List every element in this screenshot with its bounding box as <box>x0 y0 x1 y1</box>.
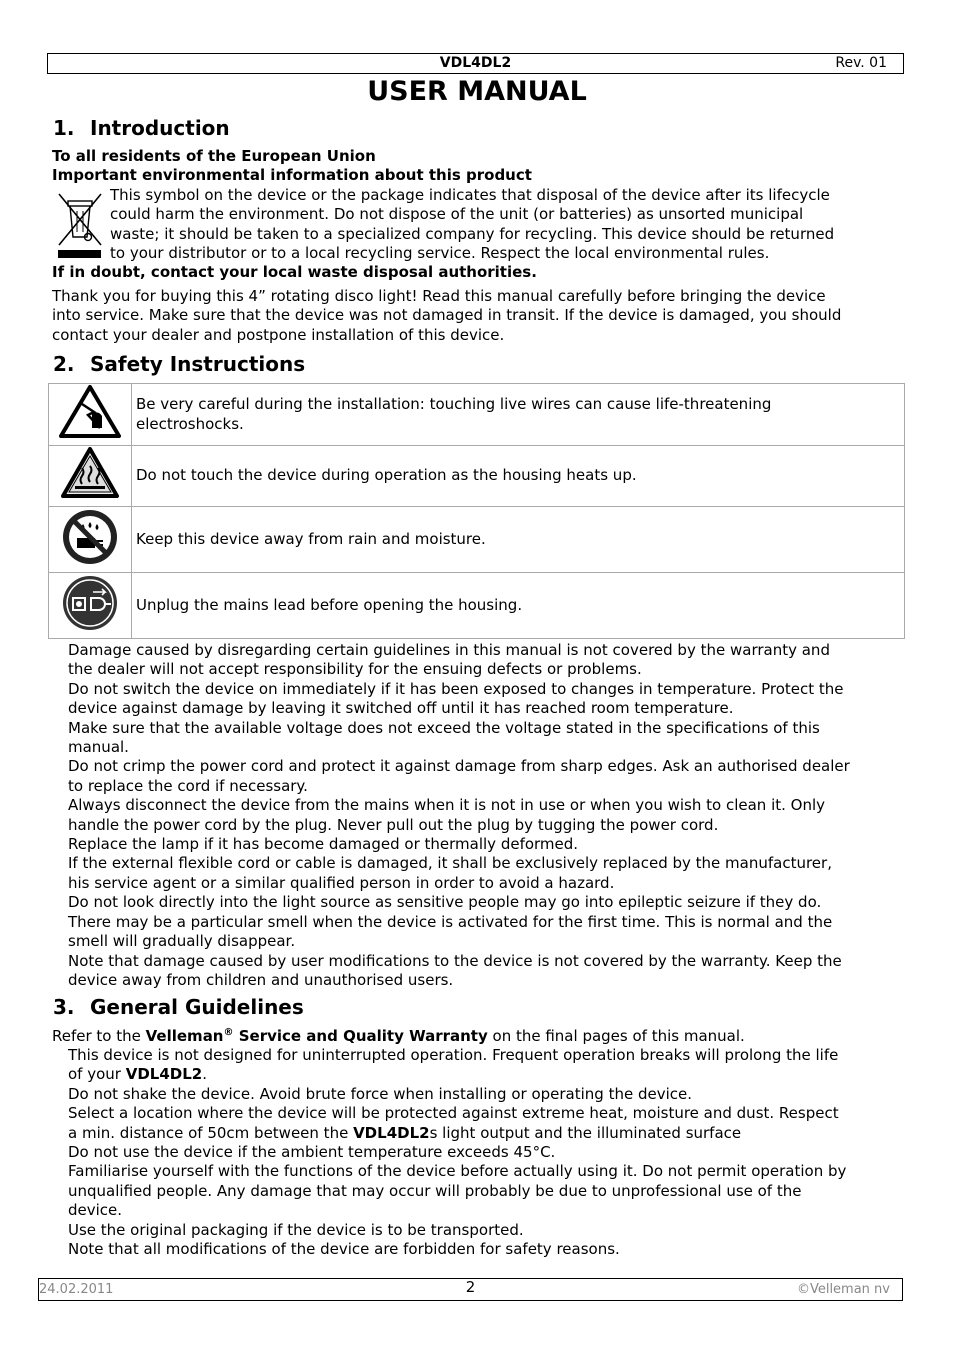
list-item: manual. <box>68 738 129 757</box>
weee-text: This symbol on the device or the package indicates that disposal of the device after its lifecycle could harm the environment. Do not dispose of the unit (or batteries) as unsorted municipal waste; it should be taken to a specialized company for recycling. This device should be returned to your distributor or to a local recycling service. Respect the local environmental rules. <box>110 186 835 263</box>
list-item: Use the original packaging if the device is to be transported. <box>68 1220 524 1239</box>
list-item: If the external flexible cord or cable is damaged, it shall be exclusively replaced by the manufacturer, <box>68 854 832 873</box>
safety-text: Unplug the mains lead before opening the housing. <box>136 595 523 614</box>
safety-guidelines-list <box>68 641 850 990</box>
hot-surface-warning-icon <box>60 446 120 500</box>
general-guidelines-list <box>68 1046 846 1259</box>
safety-table <box>48 383 905 639</box>
safety-text: Do not touch the device during operation as the housing heats up. <box>136 466 637 485</box>
list-item: Select a location where the device will be protected against extreme heat, moisture and dust. Respect <box>68 1104 839 1123</box>
list-item: Do not look directly into the light source as sensitive people may go into epileptic seizure if they do. <box>68 893 822 912</box>
contact-authorities-line: If in doubt, contact your local waste disposal authorities. <box>52 263 537 281</box>
list-item: Do not shake the device. Avoid brute force when installing or operating the device. <box>68 1084 692 1103</box>
list-item: a min. distance of 50cm between the VDL4DL2s light output and the illuminated surface <box>68 1123 742 1142</box>
warranty-reference: Refer to the Velleman® Service and Quality Warranty on the final pages of this manual. <box>52 1027 745 1045</box>
electric-shock-warning-icon <box>58 384 122 440</box>
crossed-bin-icon <box>57 191 103 263</box>
list-item: Do not use the device if the ambient temperature exceeds 45°C. <box>68 1143 556 1162</box>
no-moisture-icon <box>61 508 119 566</box>
section-1-heading: 1. Introduction <box>53 116 230 140</box>
list-item: There may be a particular smell when the device is activated for the first time. This is normal and the <box>68 912 833 931</box>
safety-row <box>49 446 905 506</box>
page-title: USER MANUAL <box>367 76 587 107</box>
list-item: smell will gradually disappear. <box>68 932 296 951</box>
safety-row <box>49 506 905 572</box>
eu-residents-line: To all residents of the European Union <box>52 147 376 165</box>
safety-row: Be very careful during the installation: touching live wires can cause life-threatening electroshocks. <box>49 384 905 446</box>
section-3-heading: 3. General Guidelines <box>53 995 304 1019</box>
list-item: Do not crimp the power cord and protect it against damage from sharp edges. Ask an authorised dealer <box>68 757 850 776</box>
list-item: the dealer will not accept responsibility for the ensuing defects or problems. <box>68 660 642 679</box>
header-revision: Rev. 01 <box>835 55 887 71</box>
list-item: Damage caused by disregarding certain guidelines in this manual is not covered by the warranty and <box>68 641 830 659</box>
section-2-heading: 2. Safety Instructions <box>53 352 306 376</box>
list-item: device against damage by leaving it switched off until it has reached room temperature. <box>68 699 734 718</box>
list-item: device away from children and unauthorised users. <box>68 970 454 989</box>
page-header <box>47 53 904 74</box>
list-item: his service agent or a similar qualified person in order to avoid a hazard. <box>68 873 615 892</box>
safety-row <box>49 572 905 638</box>
list-item: Replace the lamp if it has become damaged or thermally deformed. <box>68 835 579 854</box>
intro-paragraph: Thank you for buying this 4” rotating disco light! Read this manual carefully before bringing the device into service. Make sure that the device was not damaged in transit. If the device is damaged, you should contact your dealer and postpone installation of this device. <box>52 287 842 344</box>
list-item: Note that all modifications of the device are forbidden for safety reasons. <box>68 1240 620 1259</box>
safety-text: Keep this device away from rain and moisture. <box>136 529 486 548</box>
list-item: Note that damage caused by user modifications to the device is not covered by the warranty. Keep the <box>68 951 842 970</box>
list-item: Do not switch the device on immediately if it has been exposed to changes in temperature. Protect the <box>68 679 844 698</box>
header-model: VDL4DL2 <box>439 55 512 71</box>
list-item: handle the power cord by the plug. Never pull out the plug by tugging the power cord. <box>68 815 719 834</box>
list-item: unqualified people. Any damage that may occur will probably be due to unprofessional use of the <box>68 1181 802 1200</box>
safety-text: Be very careful during the installation: touching live wires can cause life-threatening <box>136 395 772 414</box>
list-item: This device is not designed for uninterrupted operation. Frequent operation breaks will prolong the life <box>68 1046 839 1064</box>
page-number: 2 <box>465 1278 476 1296</box>
footer-date: 24.02.2011 <box>39 1282 114 1297</box>
environment-info-line: Important environmental information about this product <box>52 166 532 184</box>
page-footer <box>38 1278 903 1301</box>
footer-copyright: ©Velleman nv <box>796 1282 890 1297</box>
list-item: to replace the cord if necessary. <box>68 776 308 795</box>
list-item: of your VDL4DL2. <box>68 1065 208 1084</box>
list-item: Always disconnect the device from the mains when it is not in use or when you wish to clean it. Only <box>68 796 826 815</box>
list-item: Make sure that the available voltage does not exceed the voltage stated in the specifications of this <box>68 718 820 737</box>
list-item: device. <box>68 1201 123 1220</box>
unplug-mains-icon <box>61 574 119 632</box>
list-item: Familiarise yourself with the functions of the device before actually using it. Do not permit operation by <box>68 1162 847 1181</box>
